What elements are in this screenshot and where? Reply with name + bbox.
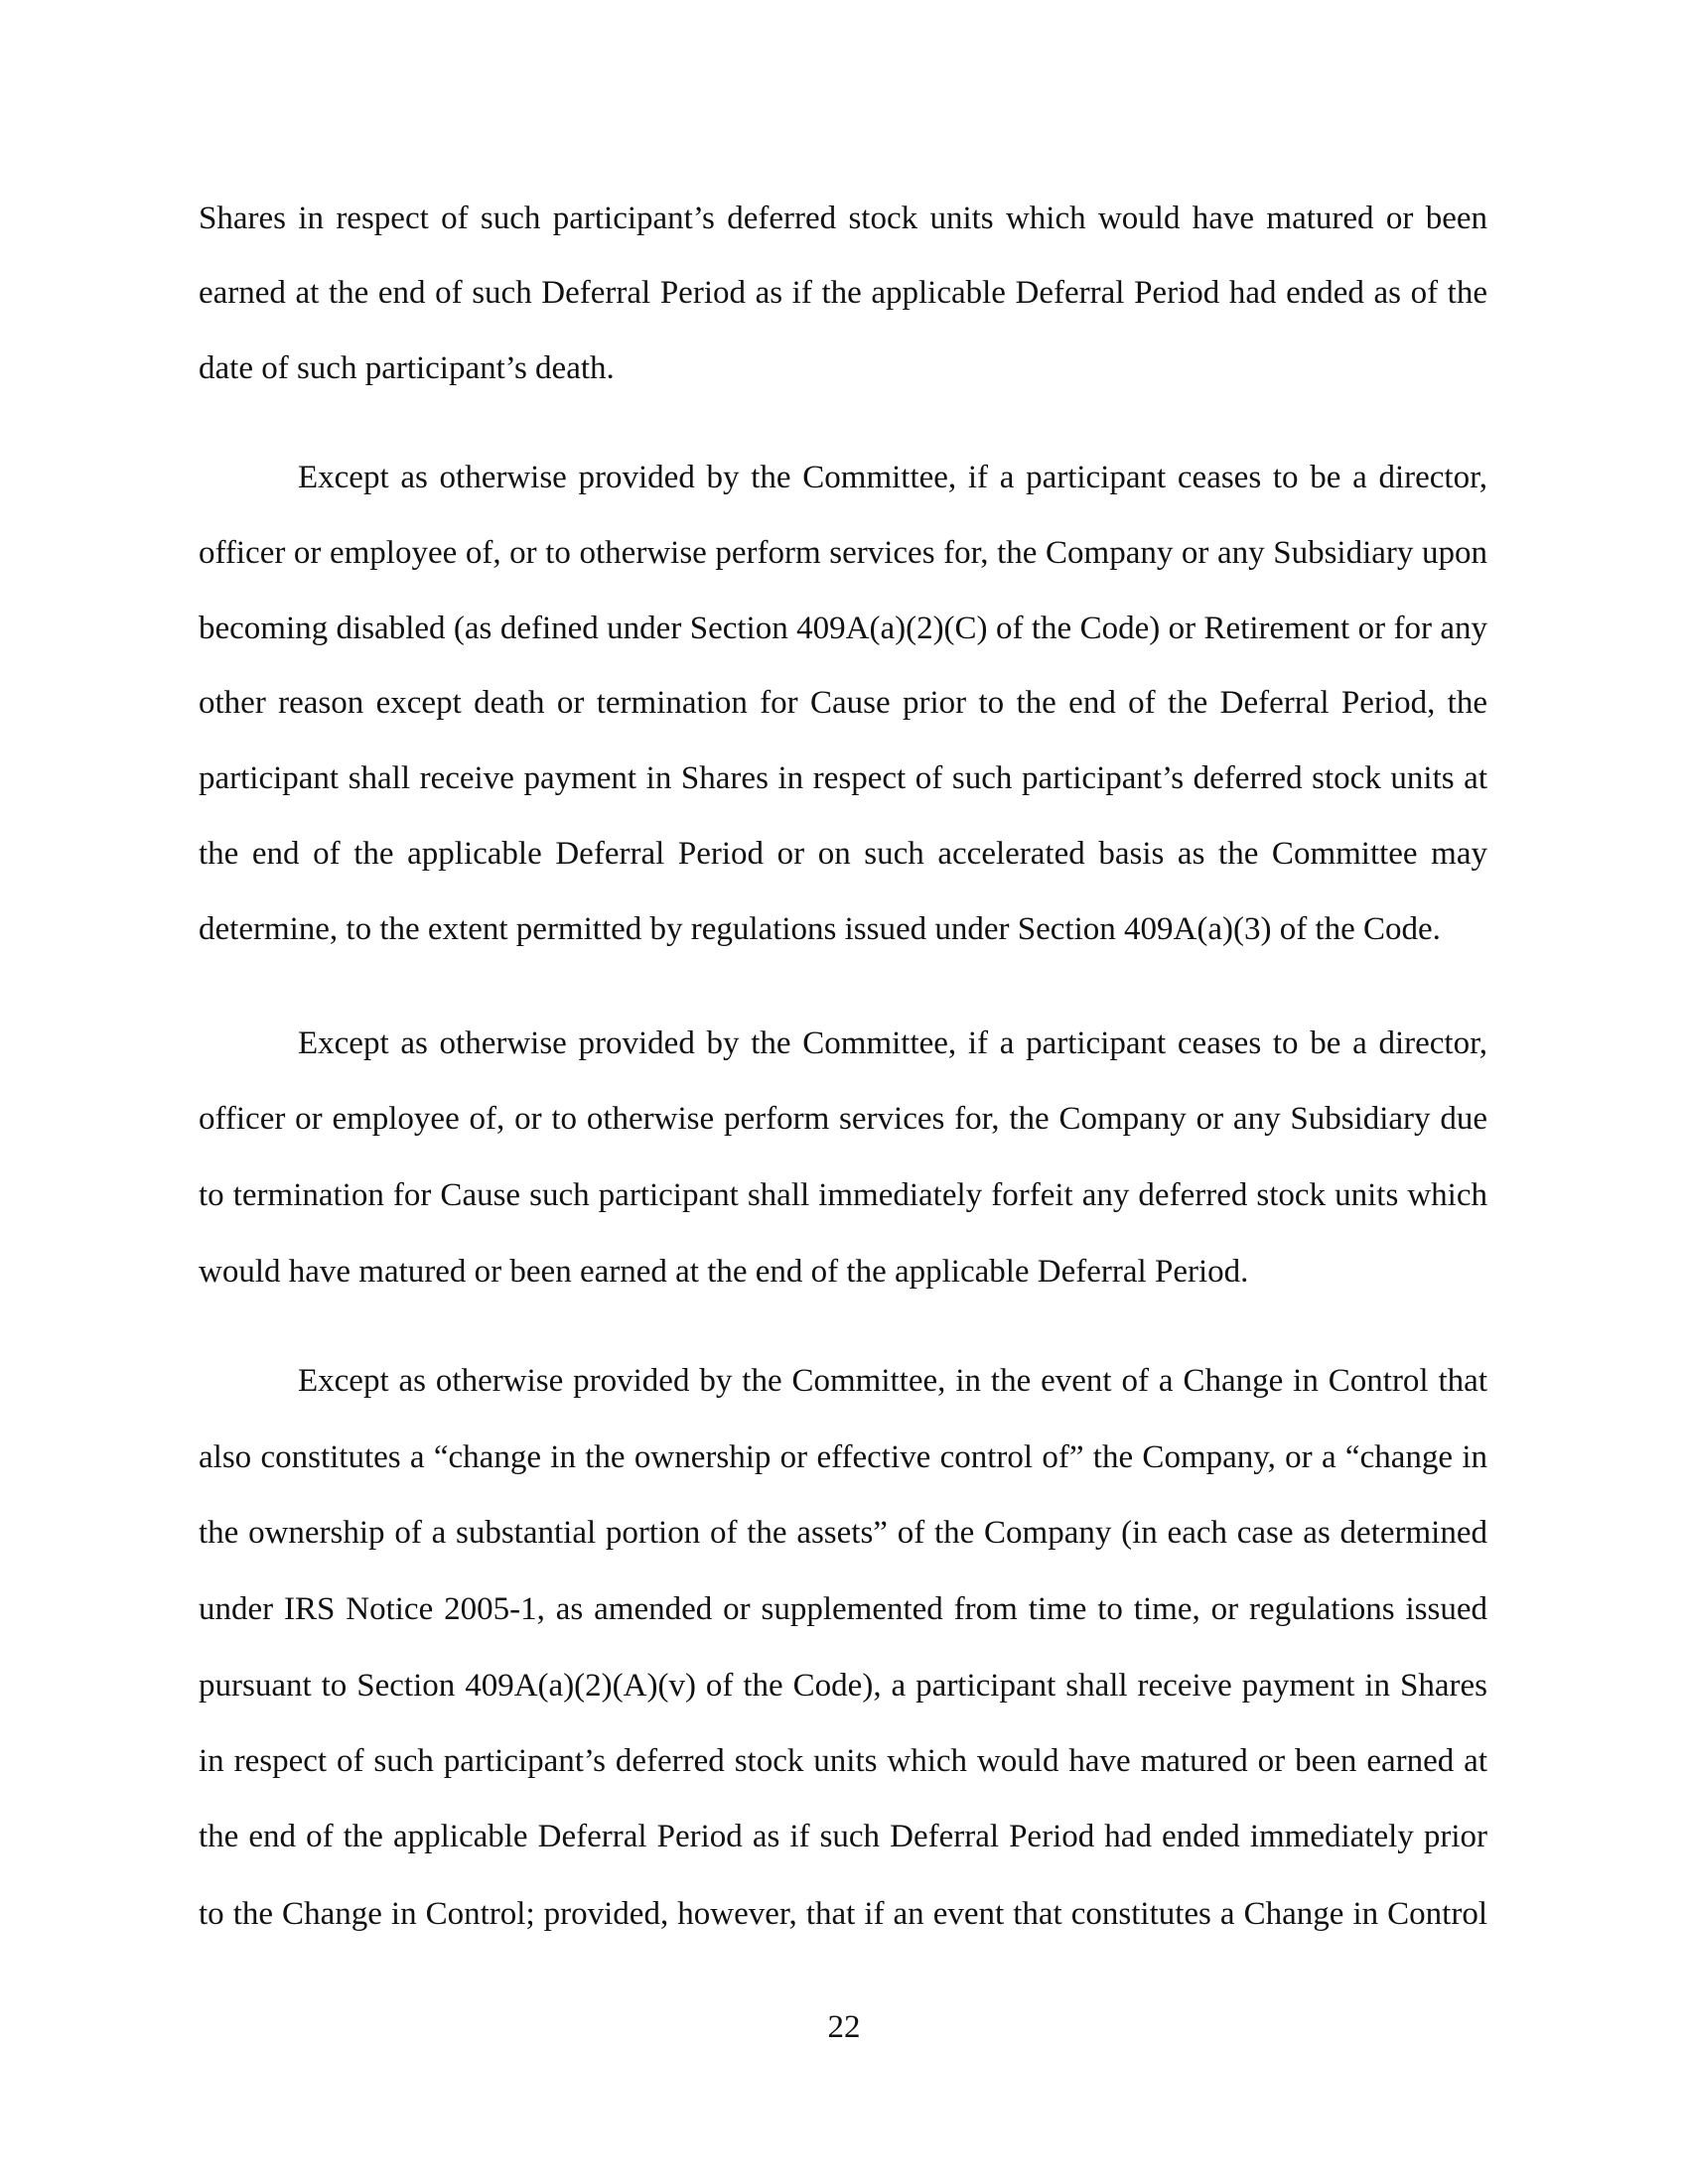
text-line: to termination for Cause such participant shall immediately forfeit any deferred stock units which xyxy=(199,1177,1487,1213)
text-line: Except as otherwise provided by the Committee, in the event of a Change in Control that xyxy=(298,1363,1487,1399)
text-line: under IRS Notice 2005-1, as amended or supplemented from time to time, or regulations issued xyxy=(199,1591,1487,1627)
text-line: earned at the end of such Deferral Period as if the applicable Deferral Period had ended as of the xyxy=(199,275,1487,311)
text-line: in respect of such participant’s deferred stock units which would have matured or been earned at xyxy=(199,1743,1487,1779)
text-line: Except as otherwise provided by the Committee, if a participant ceases to be a director, xyxy=(298,1025,1487,1061)
page-number: 22 xyxy=(827,2009,861,2045)
text-line: Except as otherwise provided by the Committee, if a participant ceases to be a director, xyxy=(298,460,1487,495)
text-line: the end of the applicable Deferral Period or on such accelerated basis as the Committee may xyxy=(199,836,1487,872)
text-line: the end of the applicable Deferral Period as if such Deferral Period had ended immediately prior xyxy=(199,1819,1487,1854)
text-line: would have matured or been earned at the end of the applicable Deferral Period. xyxy=(199,1254,1249,1290)
text-line: also constitutes a “change in the ownership or effective control of” the Company, or a “change in xyxy=(199,1439,1487,1475)
text-line: officer or employee of, or to otherwise perform services for, the Company or any Subsidiary due xyxy=(199,1101,1487,1137)
text-line: becoming disabled (as defined under Section 409A(a)(2)(C) of the Code) or Retirement or for any xyxy=(199,611,1487,646)
text-line: other reason except death or termination for Cause prior to the end of the Deferral Period, the xyxy=(199,685,1487,721)
text-line: date of such participant’s death. xyxy=(199,350,615,386)
text-line: determine, to the extent permitted by regulations issued under Section 409A(a)(3) of the Code. xyxy=(199,911,1441,947)
text-line: Shares in respect of such participant’s deferred stock units which would have matured or been xyxy=(199,201,1487,236)
text-line: participant shall receive payment in Shares in respect of such participant’s deferred stock units at xyxy=(199,760,1487,796)
text-line: officer or employee of, or to otherwise perform services for, the Company or any Subsidiary upon xyxy=(199,535,1487,571)
text-line: pursuant to Section 409A(a)(2)(A)(v) of the Code), a participant shall receive payment in Shares xyxy=(199,1668,1487,1704)
text-line: the ownership of a substantial portion of the assets” of the Company (in each case as determined xyxy=(199,1515,1487,1551)
text-line: to the Change in Control; provided, however, that if an event that constitutes a Change in Control xyxy=(199,1896,1487,1932)
